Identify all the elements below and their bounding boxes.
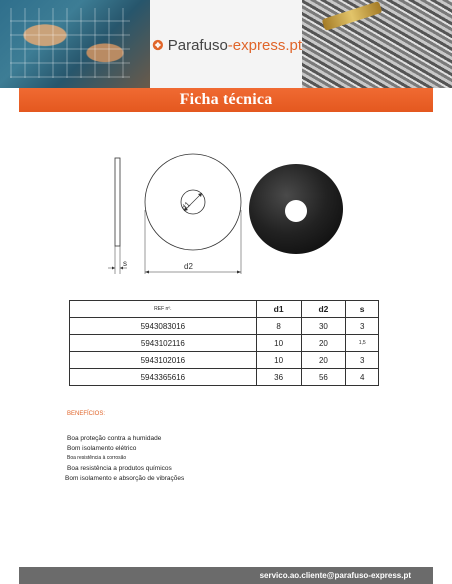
benefit-item: Boa resistência à corrosão xyxy=(67,455,127,461)
cell-ref: 5943083016 xyxy=(70,318,257,335)
col-header-ref: REF nº. xyxy=(70,301,257,318)
page-title: Ficha técnica xyxy=(179,91,273,108)
screws-photo xyxy=(302,0,452,88)
cell-d1: 10 xyxy=(256,335,301,352)
brand-name: Parafuso-express.pt xyxy=(167,36,302,54)
benefit-item: Boa resistência a produtos químicos xyxy=(67,465,172,472)
rubber-washer-photo xyxy=(249,164,343,254)
cell-d2: 30 xyxy=(301,318,346,335)
footer-bar xyxy=(19,567,433,584)
cell-d1: 8 xyxy=(256,318,301,335)
benefits-title: BENEFÍCIOS: xyxy=(67,411,106,417)
label-s: s xyxy=(123,259,127,268)
col-header-d1: d1 xyxy=(256,301,301,318)
cell-d1: 10 xyxy=(256,352,301,369)
cell-ref: 5943102116 xyxy=(70,335,257,352)
table-row xyxy=(70,335,379,352)
cell-d1: 36 xyxy=(256,369,301,386)
benefits-list xyxy=(67,434,184,484)
cell-ref: 5943102016 xyxy=(70,352,257,369)
benefit-item: Bom isolamento elétrico xyxy=(67,445,137,452)
col-header-s: s xyxy=(346,301,379,318)
cell-d2: 56 xyxy=(301,369,346,386)
spec-table xyxy=(69,300,379,386)
screw-logo-icon xyxy=(152,37,164,53)
brand-logo[interactable] xyxy=(152,34,302,56)
washer-side-profile xyxy=(115,158,120,246)
cell-s: 3 xyxy=(346,318,379,335)
table-header-row xyxy=(70,301,379,318)
header xyxy=(0,0,452,88)
cell-ref: 5943365616 xyxy=(70,369,257,386)
tools-photo xyxy=(0,0,150,88)
contact-email-link[interactable]: servico.ao.cliente@parafuso-express.pt xyxy=(259,571,411,580)
cell-s: 4 xyxy=(346,369,379,386)
label-d2: d2 xyxy=(184,262,193,271)
table-row xyxy=(70,318,379,335)
benefit-item: Bom isolamento e absorção de vibrações xyxy=(65,475,185,482)
cell-s: 1,5 xyxy=(346,335,379,352)
title-band xyxy=(19,88,433,112)
cell-d2: 20 xyxy=(301,335,346,352)
label-d1: d1 xyxy=(179,199,193,213)
table-row xyxy=(70,369,379,386)
benefit-item: Boa proteção contra a humidade xyxy=(67,435,162,442)
cell-d2: 20 xyxy=(301,352,346,369)
washer-technical-drawing xyxy=(100,150,360,275)
cell-s: 3 xyxy=(346,352,379,369)
col-header-d2: d2 xyxy=(301,301,346,318)
table-row xyxy=(70,352,379,369)
